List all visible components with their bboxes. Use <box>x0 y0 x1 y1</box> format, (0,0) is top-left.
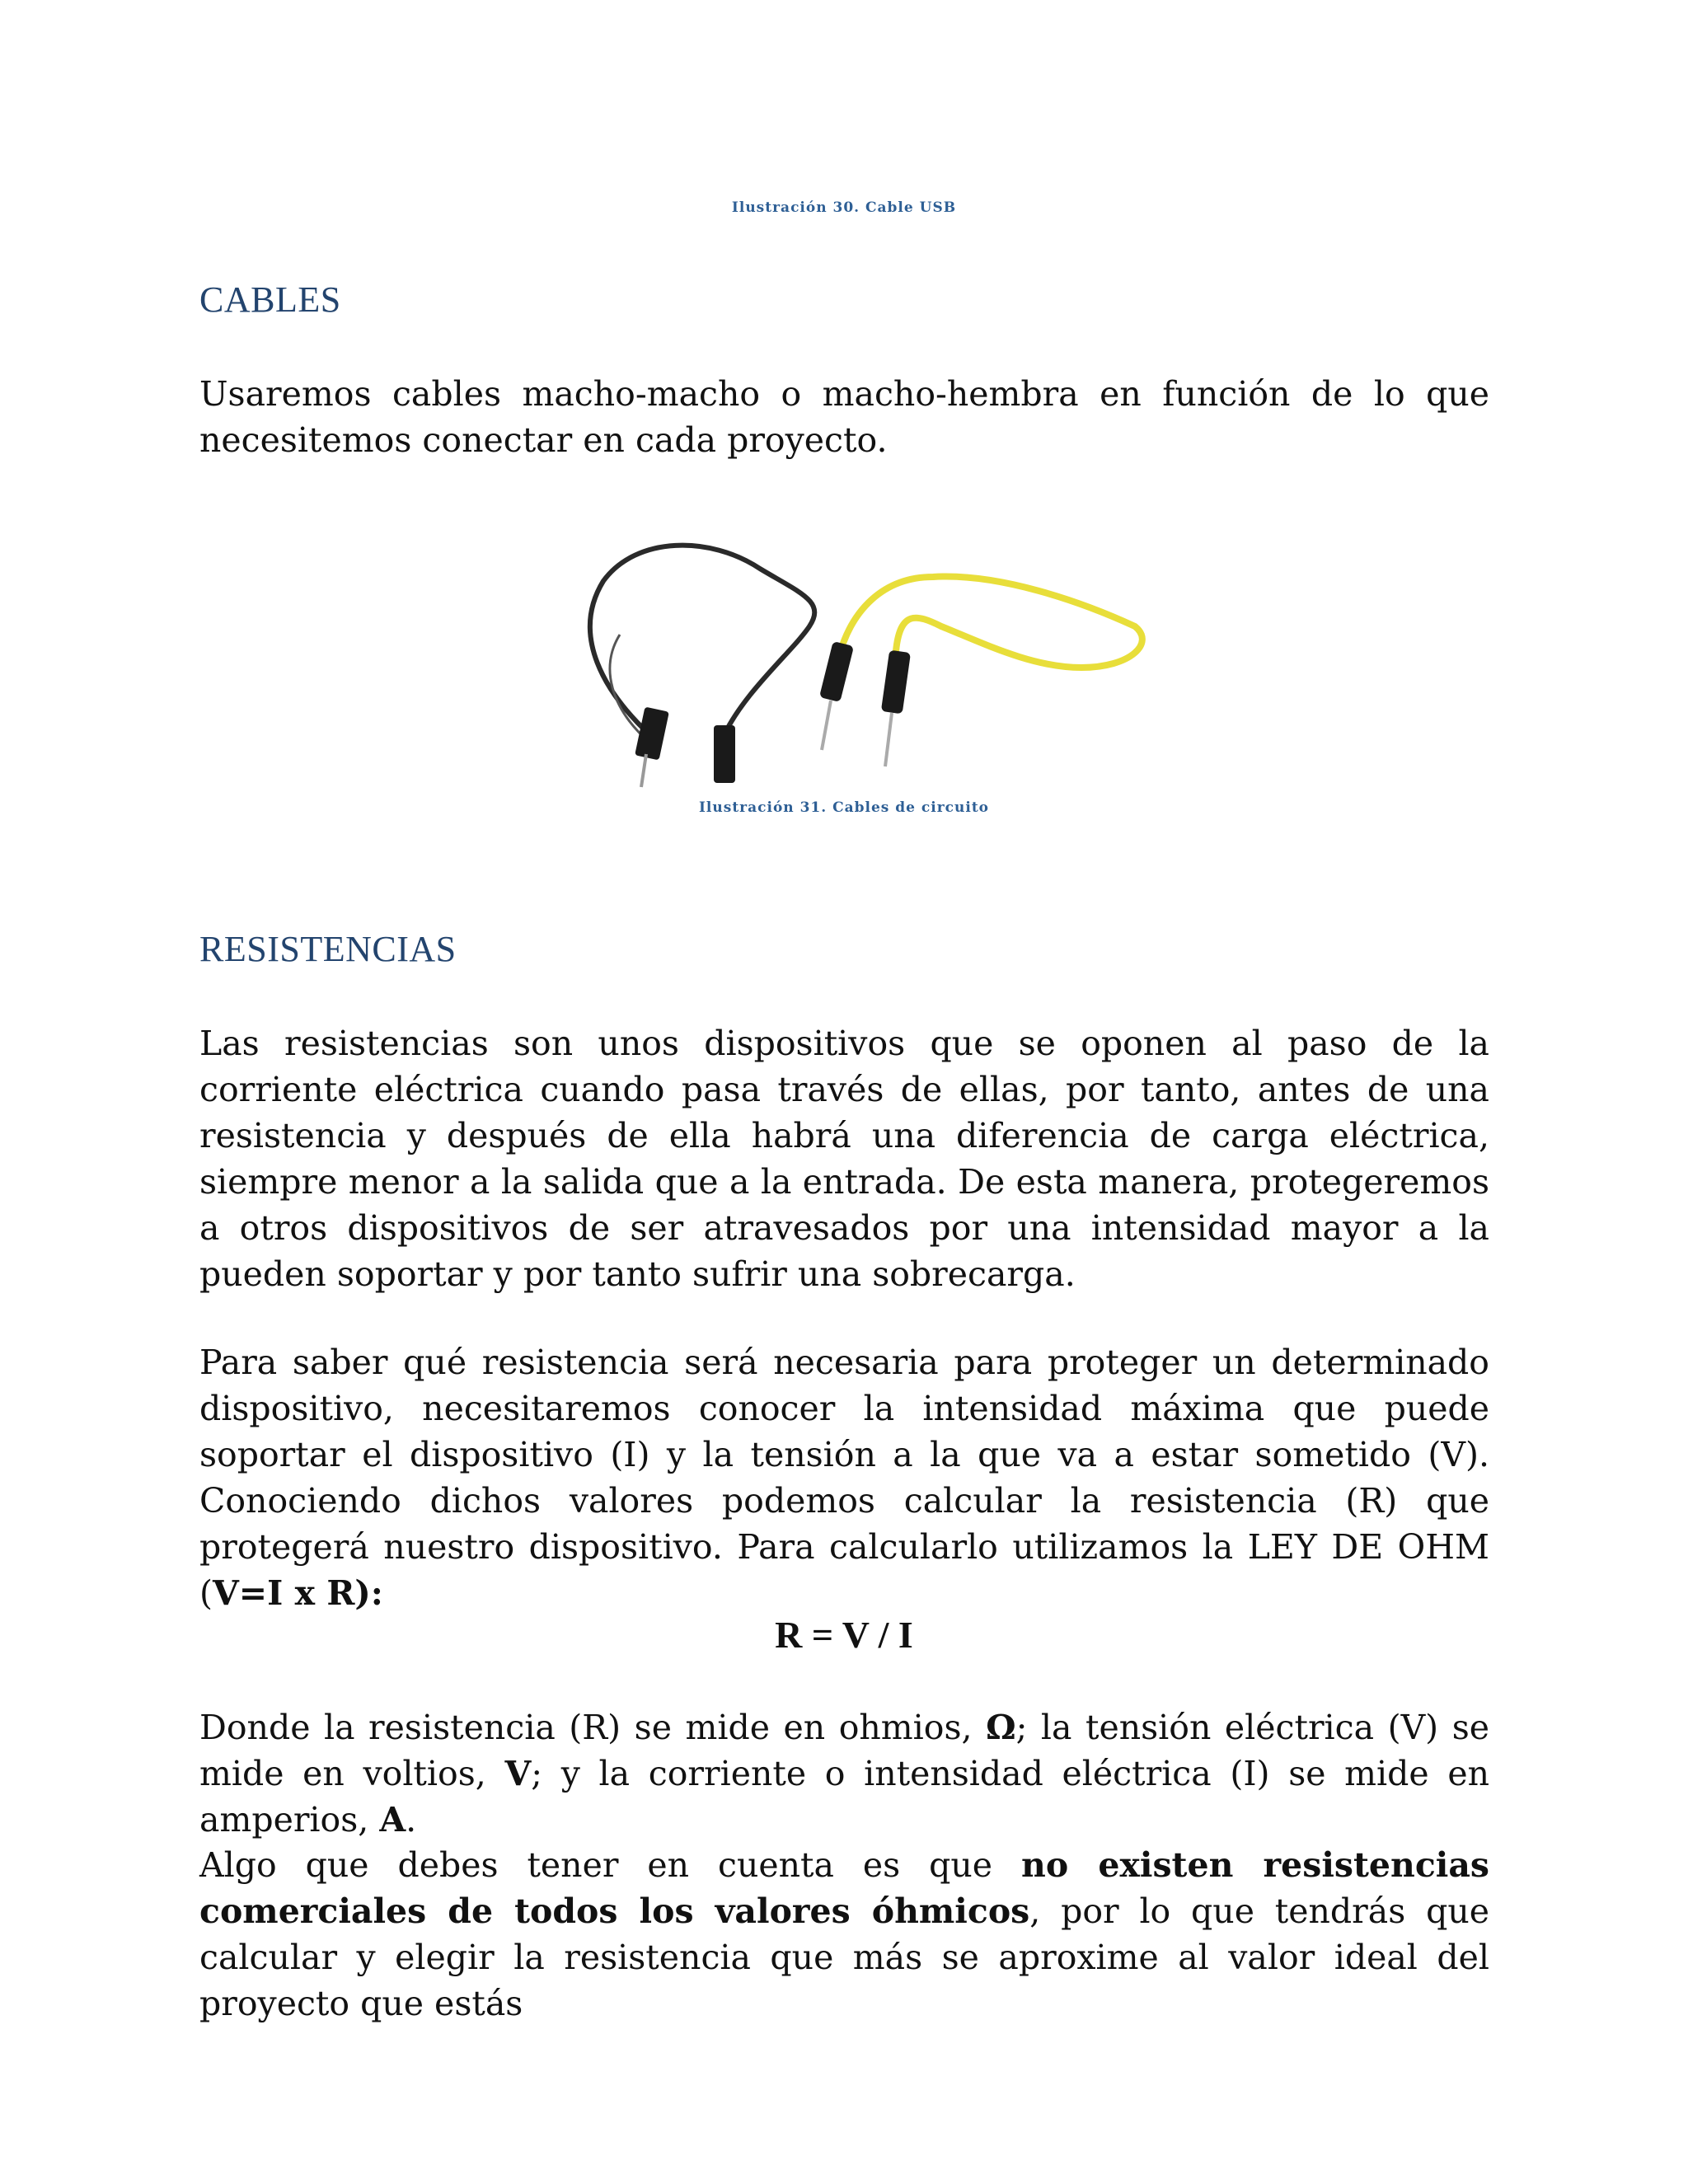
paragraph-cables: Usaremos cables macho-macho o macho-hembra en función de lo que necesitemos conectar en cada proyecto. <box>199 374 1489 460</box>
figure-caption-usb: Ilustración 30. Cable USB <box>731 199 957 216</box>
commercial-bold: no existen resistencias comerciales de todos los valores óhmicos <box>199 1845 1490 1931</box>
paragraph-ley-de-ohm <box>199 1339 1489 1616</box>
section-heading-cables: CABLES <box>199 279 341 320</box>
units-text-3: ; y la corriente o intensidad eléctrica (I) se mide en amperios, <box>199 1754 1489 1840</box>
black-pin <box>641 754 646 787</box>
black-wire <box>590 546 814 738</box>
yellow-pin-right <box>885 713 892 766</box>
units-text-2: ; la tensión eléctrica (V) se mide en voltios, <box>199 1708 1490 1793</box>
ampere-symbol: A <box>379 1800 406 1840</box>
black-male-connector <box>635 707 669 761</box>
commercial-text-2: , por lo que tendrás que calcular y elegir la resistencia que más se aproxime al valor ideal del proyecto que estás <box>199 1891 1489 2023</box>
black-female-connector <box>714 725 735 783</box>
yellow-connector-right <box>881 650 911 715</box>
ohm-symbol: Ω <box>986 1708 1016 1747</box>
circuit-cables-image <box>554 503 1156 808</box>
yellow-wire <box>838 577 1142 668</box>
units-text-1: Donde la resistencia (R) se mide en ohmios, <box>199 1708 987 1747</box>
yellow-connector-left <box>819 641 854 702</box>
ohm-formula: R = V / I <box>775 1614 913 1656</box>
ohm-law-bold: V=I x R): <box>213 1573 383 1613</box>
paragraph-units <box>199 1704 1489 1843</box>
ohm-text: Para saber qué resistencia será necesaria para proteger un determinado dispositivo, necesitaremos conocer la intensidad máxima que puede soportar el dispositivo (I) y la tensión a la que va a estar sometido (V). Conociendo dichos valores podemos calcular la resistencia (R) que protegerá nuestro dispositivo. Para calcularlo utilizamos la LEY DE OHM ( <box>199 1343 1489 1613</box>
units-text-4: . <box>406 1800 417 1840</box>
figure-caption-cables: Ilustración 31. Cables de circuito <box>698 799 990 816</box>
yellow-pin-left <box>822 701 831 750</box>
section-heading-resistencias: RESISTENCIAS <box>199 929 457 969</box>
volt-symbol: V <box>504 1754 532 1793</box>
commercial-text-1: Algo que debes tener en cuenta es que <box>199 1845 1022 1885</box>
paragraph-valores-comerciales <box>199 1842 1489 2027</box>
paragraph-resistencias-intro: Las resistencias son unos dispositivos que se oponen al paso de la corriente eléctrica cuando pasa través de ellas, por tanto, antes de una resistencia y después de ella habrá una diferencia de carga eléctrica, siempre menor a la salida que a la entrada. De esta manera, protegeremos a otros dispositivos de ser atravesados por una intensidad mayor a la pueden soportar y por tanto sufrir una sobrecarga. <box>199 1024 1489 1294</box>
